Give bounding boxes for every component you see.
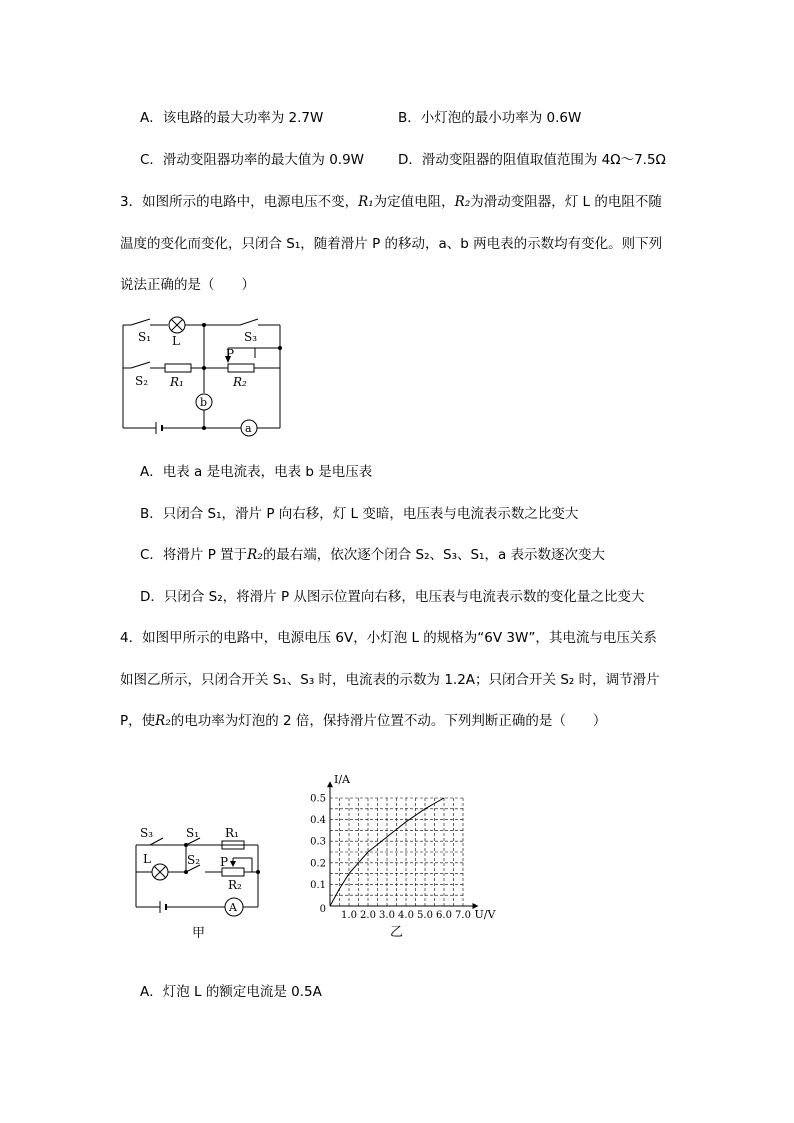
q2-option-c: C．滑动变阻器功率的最大值为 0.9W: [140, 152, 365, 168]
q3-text: 3．如图所示的电路中，电源电压不变，: [120, 194, 359, 210]
q3-option-c: [140, 545, 605, 565]
fig3-label-s3: S₃: [244, 330, 258, 344]
fig3-label-p: P: [226, 347, 235, 361]
fig4-label-p: P: [220, 855, 229, 869]
q3-text: 为滑动变阻器，灯 L 的电阻不随: [470, 194, 662, 210]
fig4-label-r1: R₁: [225, 826, 239, 840]
origin-label: 0: [319, 904, 326, 915]
q4-stem-line3: [120, 711, 606, 731]
fig4-label-s1: S₁: [186, 826, 200, 840]
q4-circuit-diagram-jia: [125, 815, 275, 945]
r2-symbol: R₂: [155, 713, 171, 729]
y-axis-label: I/A: [334, 773, 350, 787]
fig3-meter-b: b: [200, 396, 208, 409]
fig3-label-r2: R₂: [233, 375, 247, 389]
fig4-label-s2: S₂: [187, 853, 201, 867]
q2-option-b: B．小灯泡的最小功率为 0.6W: [398, 110, 582, 126]
x-tick-label: 3.0: [379, 910, 395, 921]
q3-stem-line1: [120, 192, 662, 212]
x-tick-label: 1.0: [341, 910, 357, 921]
y-tick-label: 0.5: [310, 793, 326, 805]
y-tick-label: 0.4: [310, 815, 326, 827]
q3-option-b: B．只闭合 S₁，滑片 P 向右移，灯 L 变暗，电压表与电流表示数之比变大: [140, 506, 579, 522]
fig4-meter-a: A: [229, 901, 237, 914]
q4-text: P，使: [120, 713, 156, 729]
q4-stem-line2: 如图乙所示，只闭合开关 S₁、S₃ 时，电流表的示数为 1.2A；只闭合开关 S₂ 时，调节滑片: [120, 672, 660, 688]
q4-text: 的电功率为灯泡的 2 倍，保持滑片位置不动。下列判断正确的是（ ）: [170, 713, 607, 729]
fig3-meter-a: a: [245, 422, 252, 435]
fig4-label-l: L: [143, 852, 151, 866]
y-tick-label: 0.3: [310, 836, 326, 848]
chart-grid: [330, 798, 463, 906]
fig3-label-r1: R₁: [170, 375, 184, 389]
fig-jia-caption: 甲: [192, 926, 206, 941]
iu-chart: [300, 760, 500, 940]
q3-option-c-text: 的最右端，依次逐个闭合 S₂、S₃、S₁，a 表示数逐次变大: [262, 547, 606, 563]
q3-text: 为定值电阻，: [373, 194, 455, 210]
y-tick-label: 0.2: [310, 858, 326, 870]
y-axis-arrow: [327, 781, 333, 787]
x-tick-label: 5.0: [417, 910, 433, 921]
q4-stem-line1: 4．如图甲所示的电路中，电源电压 6V，小灯泡 L 的规格为“6V 3W”，其电流与电压关系: [120, 630, 657, 646]
r1-symbol: R₁: [358, 194, 374, 210]
q4-option-a: A．灯泡 L 的额定电流是 0.5A: [140, 984, 322, 1000]
q3-stem-line2: 温度的变化而变化，只闭合 S₁，随着滑片 P 的移动，a、b 两电表的示数均有变化。则下列: [120, 236, 663, 252]
x-tick-label: 6.0: [436, 910, 452, 921]
x-tick-label: 4.0: [398, 910, 414, 921]
r2-symbol: R₂: [247, 547, 263, 563]
fig3-label-l: L: [172, 334, 180, 348]
q3-option-d: D．只闭合 S₂，将滑片 P 从图示位置向右移，电压表与电流表示数的变化量之比变大: [140, 589, 645, 605]
x-tick-label: 7.0: [455, 910, 471, 921]
q3-option-c-text: C．将滑片 P 置于: [140, 547, 248, 563]
chart-axes: [327, 781, 479, 909]
r2-symbol: R₂: [454, 194, 471, 210]
q3-circuit-diagram: [110, 310, 300, 438]
x-axis-label: U/V: [474, 908, 496, 921]
chart-ticks: [310, 773, 496, 940]
q2-option-d: D．滑动变阻器的阻值取值范围为 4Ω～7.5Ω: [398, 152, 666, 168]
q3-stem-line3: 说法正确的是（ ）: [120, 277, 255, 293]
fig4-label-s3: S₃: [140, 826, 154, 840]
fig3-label-s2: S₂: [135, 374, 149, 388]
q3-option-a: A．电表 a 是电流表，电表 b 是电压表: [140, 464, 373, 480]
q2-option-a: A．该电路的最大功率为 2.7W: [140, 110, 324, 126]
fig4-label-r2: R₂: [228, 878, 242, 892]
x-tick-label: 2.0: [360, 910, 376, 921]
y-tick-label: 0.1: [310, 879, 326, 891]
chart-caption: 乙: [389, 925, 404, 940]
fig3-label-s1: S₁: [138, 330, 152, 344]
